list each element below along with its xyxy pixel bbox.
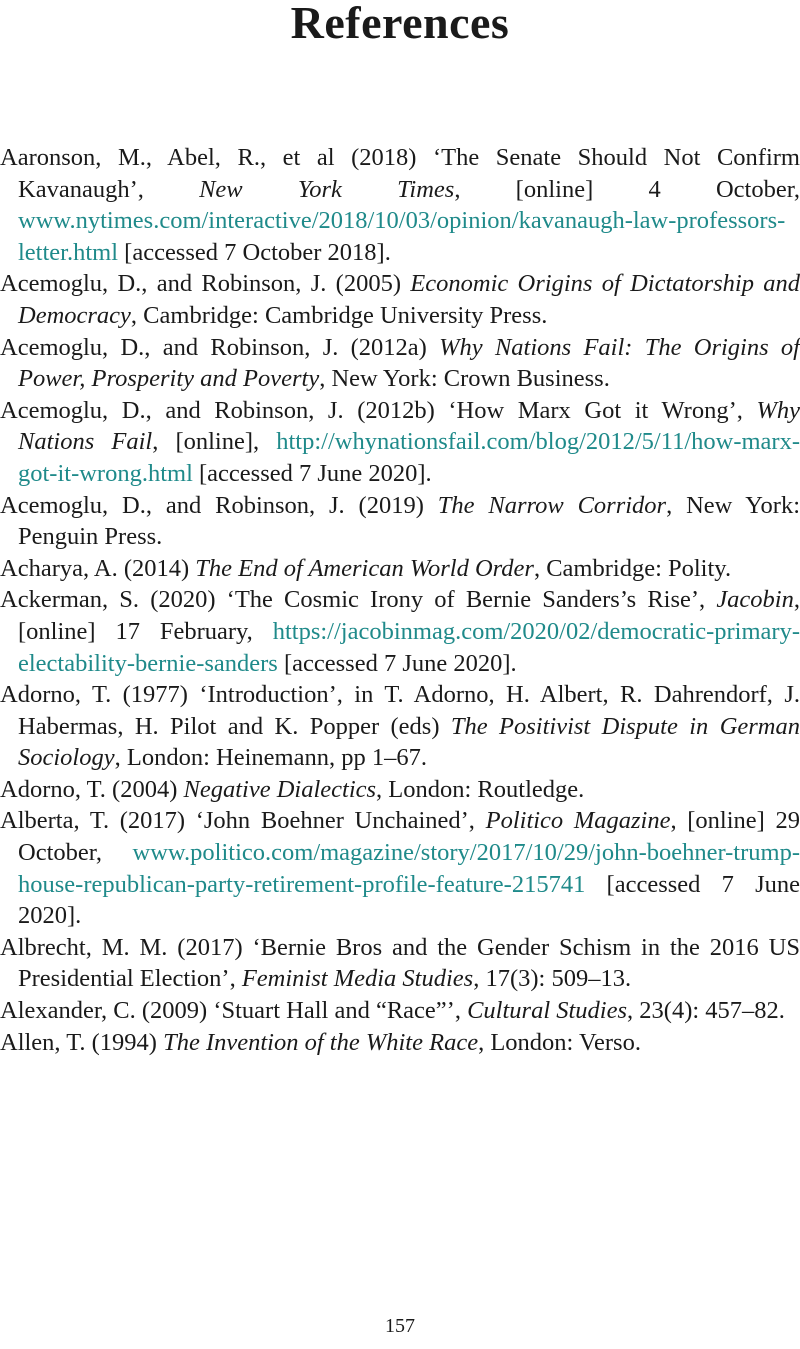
reference-text: Acharya, A. (2014) <box>0 554 196 582</box>
reference-italic-title: The Invention of the White Race <box>163 1028 479 1056</box>
reference-text: , 17(3): 509–13. <box>473 965 632 993</box>
reference-entry <box>0 995 800 1027</box>
reference-text: Acemoglu, D., and Robinson, J. (2019) <box>0 491 438 519</box>
reference-italic-title: Negative Dialectics <box>183 775 377 803</box>
reference-text: , Cambridge: Cambridge University Press. <box>130 301 548 329</box>
reference-link[interactable]: http://whynationsfail.com/blog/2012/5/11/how-marx-got-it-wrong.html <box>18 428 800 487</box>
reference-italic-title: Why Nations Fail <box>18 396 800 456</box>
reference-text: Adorno, T. (1977) ‘Introduction’, in T. Adorno, H. Albert, R. Dahrendorf, J. Habermas, H. Pilot and K. Popper (eds) <box>0 681 800 740</box>
reference-link[interactable]: https://jacobinmag.com/2020/02/democratic-primary-electability-bernie-sanders <box>18 617 800 677</box>
reference-text: Albrecht, M. M. (2017) ‘Bernie Bros and the Gender Schism in the 2016 US Presidential Election’, <box>0 933 800 993</box>
reference-text: Adorno, T. (2004) <box>0 775 184 803</box>
reference-text: [accessed 7 October 2018]. <box>118 238 391 266</box>
reference-entry <box>0 774 800 806</box>
reference-italic-title: Economic Origins of Dictatorship and Democracy <box>18 270 800 329</box>
reference-entry <box>0 553 800 585</box>
reference-text: [accessed 7 June 2020]. <box>192 459 432 487</box>
reference-entry <box>0 805 800 931</box>
reference-text: Allen, T. (1994) <box>0 1028 164 1056</box>
reference-text: , New York: Crown Business. <box>319 365 610 393</box>
reference-text: Alberta, T. (2017) ‘John Boehner Unchained’, <box>0 807 486 835</box>
reference-text: , London: Routledge. <box>376 775 585 803</box>
reference-italic-title: Why Nations Fail: The Origins of Power, Prosperity and Poverty <box>18 333 800 393</box>
reference-italic-title: The End of American World Order <box>195 554 534 582</box>
reference-entry <box>0 395 800 490</box>
reference-text: , [online], <box>152 428 277 456</box>
reference-text: , 23(4): 457–82. <box>627 997 785 1025</box>
reference-text: Ackerman, S. (2020) ‘The Cosmic Irony of Bernie Sanders’s Rise’, <box>0 586 717 614</box>
reference-text: , [online] 17 February, <box>18 586 800 645</box>
reference-text: Aaronson, M., Abel, R., et al (2018) ‘The Senate Should Not Confirm Kavanaugh’, <box>0 144 800 203</box>
reference-text: , New York: Penguin Press. <box>18 491 800 551</box>
reference-text: Acemoglu, D., and Robinson, J. (2005) <box>0 270 411 298</box>
reference-entry <box>0 1027 800 1059</box>
reference-link[interactable]: www.nytimes.com/interactive/2018/10/03/opinion/kavanaugh-law-professors-letter.html <box>18 207 786 266</box>
reference-text: , London: Heinemann, pp 1–67. <box>114 744 427 772</box>
reference-entry <box>0 932 800 995</box>
reference-entry <box>0 679 800 774</box>
reference-text: , [online] 4 October, <box>454 175 800 203</box>
reference-text: Alexander, C. (2009) ‘Stuart Hall and “Race”’, <box>0 997 468 1025</box>
reference-italic-title: Feminist Media Studies <box>241 965 474 993</box>
reference-text: , Cambridge: Polity. <box>533 554 732 582</box>
reference-entry <box>0 584 800 679</box>
reference-text: [accessed 7 June 2020]. <box>18 870 800 930</box>
reference-text: Acemoglu, D., and Robinson, J. (2012b) ‘How Marx Got it Wrong’, <box>0 396 757 424</box>
reference-entry <box>0 490 800 553</box>
reference-entry <box>0 142 800 268</box>
reference-italic-title: The Narrow Corridor <box>437 491 667 519</box>
reference-entry <box>0 332 800 395</box>
reference-italic-title: Politico Magazine <box>485 807 671 835</box>
reference-text: Acemoglu, D., and Robinson, J. (2012a) <box>0 333 440 361</box>
reference-italic-title: New York Times <box>199 175 455 203</box>
reference-text: , London: Verso. <box>478 1028 641 1056</box>
reference-italic-title: The Positivist Dispute in German Sociology <box>18 712 800 772</box>
page-number: 157 <box>385 1315 415 1337</box>
reference-italic-title: Cultural Studies <box>467 997 628 1025</box>
reference-text: , [online] 29 October, <box>18 807 800 867</box>
reference-italic-title: Jacobin <box>716 586 794 614</box>
reference-link[interactable]: www.politico.com/magazine/story/2017/10/29/john-boehner-trump-house-republican-party-retirement-profile-feature-215741 <box>18 839 800 898</box>
reference-entry <box>0 268 800 331</box>
reference-text: [accessed 7 June 2020]. <box>277 649 517 677</box>
page-title: References <box>290 0 510 48</box>
reference-list <box>0 142 800 1058</box>
